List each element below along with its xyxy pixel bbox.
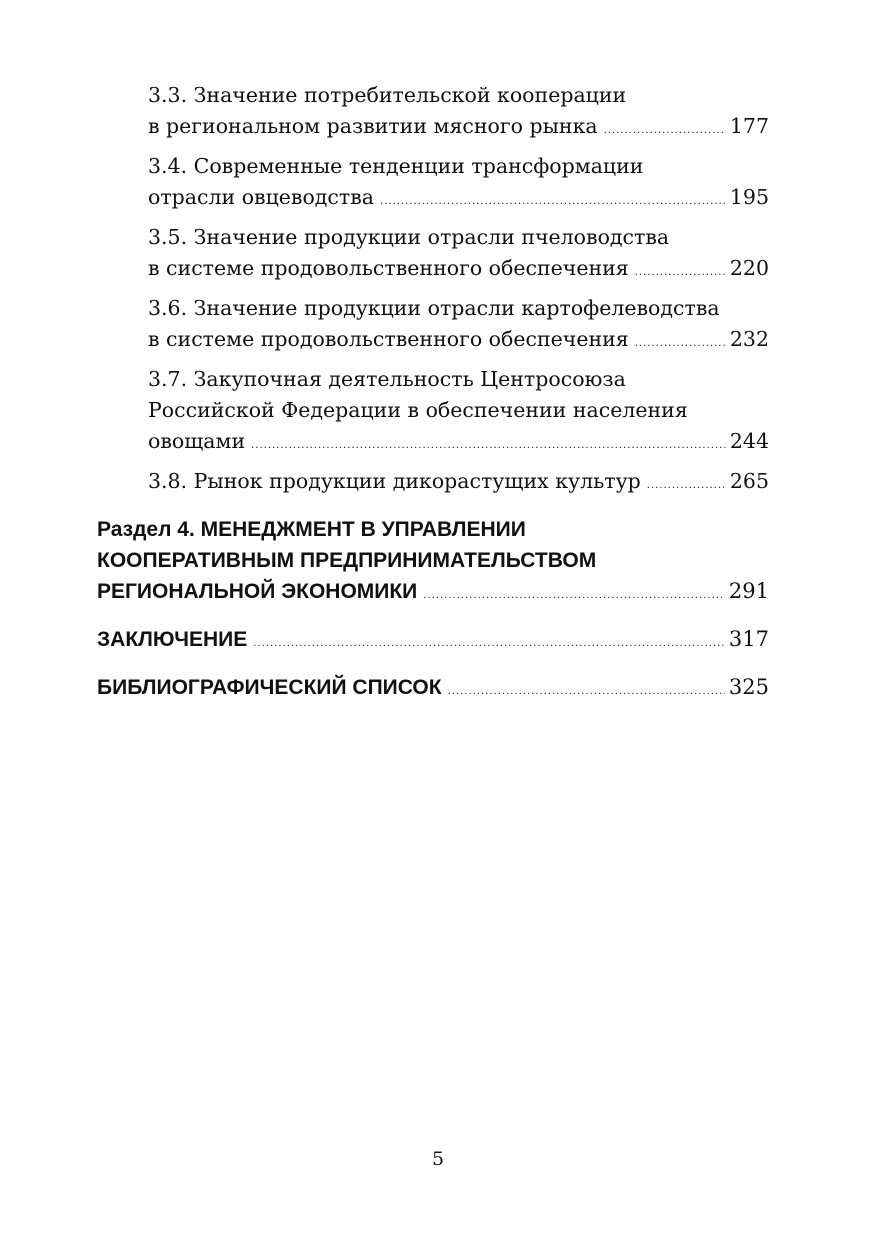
toc-page-number: 220 [729, 256, 769, 280]
toc-entry-last-line [148, 111, 769, 142]
toc-entry-title-line: 3.4. Современные тенденции трансформации [148, 154, 644, 178]
toc-page-number: 325 [728, 675, 769, 699]
toc-entry-title-end: овощами [148, 429, 246, 453]
toc-entry-3-4 [97, 151, 769, 213]
toc-entry-title-line: 3.6. Значение продукции отрасли картофелеводства [148, 296, 720, 320]
toc-entry-title-line: 3.5. Значение продукции отрасли пчеловодства [148, 225, 670, 249]
dot-leader [635, 268, 726, 278]
toc-entry-title-end: в региональном развитии мясного рынка [148, 114, 598, 138]
toc-entry-3-5 [97, 222, 769, 284]
toc-page-number: 177 [729, 114, 769, 138]
dot-leader [253, 639, 725, 649]
dot-leader [448, 687, 725, 697]
toc-page-number: 265 [729, 469, 769, 493]
dot-leader [423, 591, 725, 601]
toc-section-conclusion [97, 624, 769, 655]
toc-entry-title-end: в системе продовольственного обеспечения [148, 327, 629, 351]
toc-section-4 [97, 514, 769, 607]
table-of-contents [97, 80, 769, 709]
toc-entry-last-line [148, 466, 769, 497]
toc-section-title-end: БИБЛИОГРАФИЧЕСКИЙ СПИСОК [97, 676, 442, 699]
dot-leader [635, 339, 726, 349]
toc-section-last-line [97, 672, 769, 703]
dot-leader [251, 441, 726, 451]
toc-entry-last-line [148, 253, 769, 284]
toc-page-number: 291 [728, 579, 769, 603]
toc-entry-3-8 [97, 466, 769, 497]
dot-leader [647, 481, 726, 491]
toc-section-title-end: ЗАКЛЮЧЕНИЕ [97, 628, 248, 651]
toc-entry-3-6 [97, 293, 769, 355]
toc-entry-3-3 [97, 80, 769, 142]
toc-section-title-end: РЕГИОНАЛЬНОЙ ЭКОНОМИКИ [97, 580, 418, 603]
dot-leader [604, 126, 726, 136]
toc-entry-last-line [148, 426, 769, 457]
toc-entry-title-end: в системе продовольственного обеспечения [148, 256, 629, 280]
toc-section-title-line: КООПЕРАТИВНЫМ ПРЕДПРИНИМАТЕЛЬСТВОМ [97, 549, 597, 572]
toc-section-title-line: Раздел 4. МЕНЕДЖМЕНТ В УПРАВЛЕНИИ [97, 518, 526, 541]
page-number: 5 [431, 1148, 445, 1170]
toc-page-number: 195 [729, 185, 769, 209]
toc-section-last-line [97, 576, 769, 607]
toc-entry-title-end: отрасли овцеводства [148, 185, 375, 209]
toc-page-number: 232 [729, 327, 769, 351]
toc-entry-last-line [148, 182, 769, 213]
toc-page-number: 244 [729, 429, 769, 453]
toc-entry-title-end: 3.8. Рынок продукции дикорастущих культур [148, 469, 641, 493]
toc-entry-title-line: 3.3. Значение потребительской кооперации [148, 83, 627, 107]
toc-entry-3-7 [97, 364, 769, 457]
toc-entry-title-line: Российской Федерации в обеспечении населения [148, 398, 688, 422]
toc-section-last-line [97, 624, 769, 655]
toc-entry-title-line: 3.7. Закупочная деятельность Центросоюза [148, 367, 626, 391]
toc-entry-last-line [148, 324, 769, 355]
dot-leader [380, 197, 726, 207]
toc-page-number: 317 [728, 627, 769, 651]
toc-section-bibliography [97, 672, 769, 703]
